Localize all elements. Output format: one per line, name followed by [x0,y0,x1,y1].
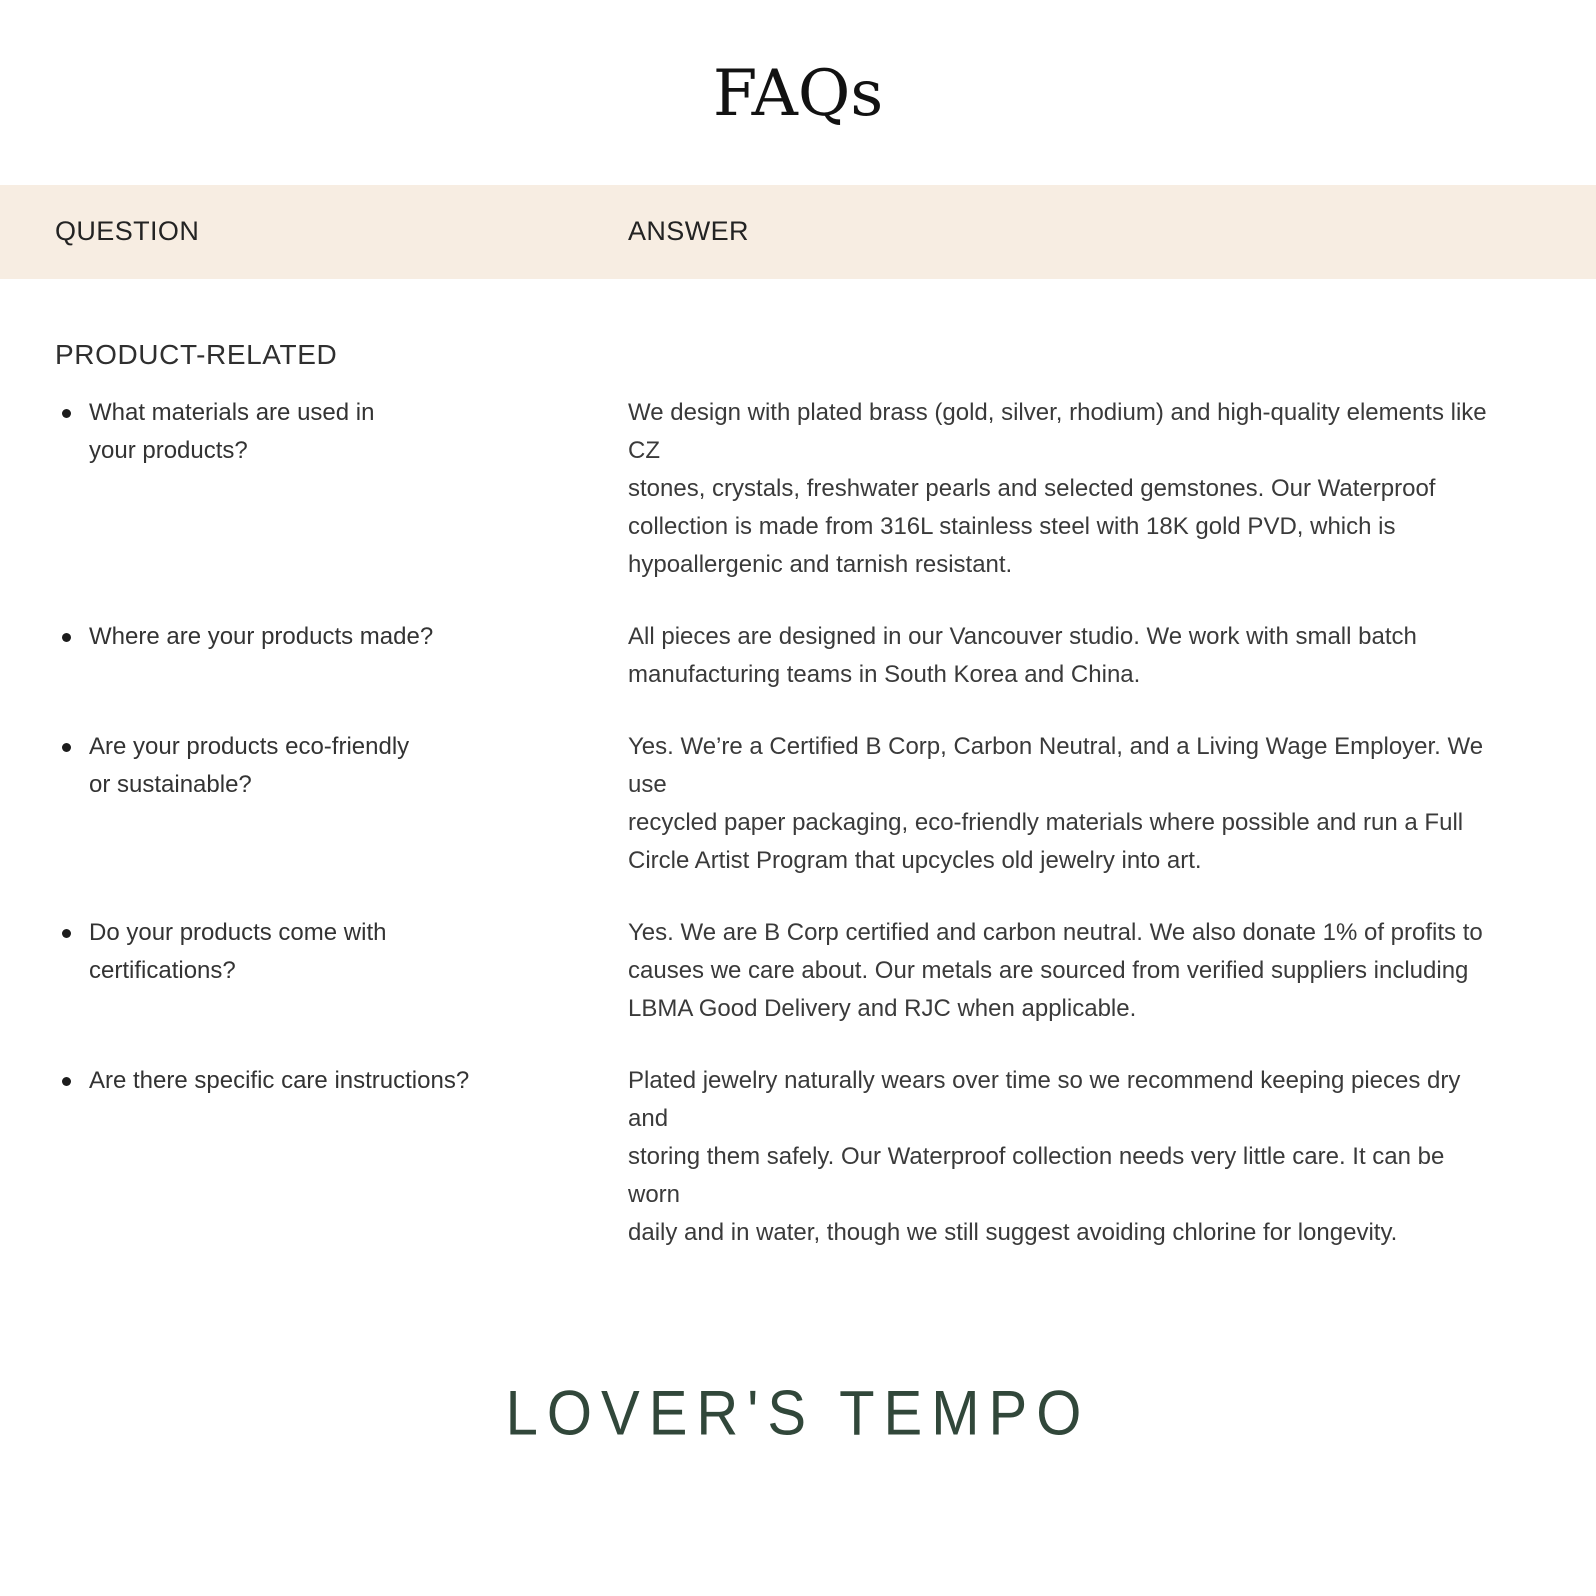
answer-text: All pieces are designed in our Vancouver studio. We work with small batch manufacturing teams in South Korea and China. [628,622,1417,688]
bullet-icon [62,633,71,642]
question-cell [55,728,628,880]
question-text: What materials are used in your products? [89,398,375,464]
answer-column-header: ANSWER [628,216,749,247]
brand-logo: LOVER'S TEMPO [505,1378,1091,1449]
faq-row [55,728,1496,880]
faq-content [0,279,1596,1252]
faq-row [55,914,1496,1028]
answer-text: Yes. We’re a Certified B Corp, Carbon Neutral, and a Living Wage Employer. We use recycled paper packaging, eco-friendly materials where possible and run a Full Circle Artist Program that upcycles old jewelry into art. [628,732,1484,874]
faq-list [55,394,1496,1252]
answer-text: Yes. We are B Corp certified and carbon neutral. We also donate 1% of profits to causes we care about. Our metals are sourced from verified suppliers including LBMA Good Delivery and RJC when applicable. [628,918,1483,1022]
question-text: Are your products eco-friendly or sustainable? [89,732,410,798]
answer-text: We design with plated brass (gold, silver, rhodium) and high-quality elements like CZ stones, crystals, freshwater pearls and selected gemstones. Our Waterproof collection is made from 316L stainless steel with 18K gold PVD, which is hypoallergenic and tarnish resistant. [628,398,1487,578]
footer [0,1378,1596,1451]
section-heading: PRODUCT-RELATED [55,338,338,370]
question-text: Where are your products made? [89,622,434,650]
page-header [0,0,1596,133]
bullet-icon [62,1077,71,1086]
question-column-header: QUESTION [55,216,200,247]
faq-row [55,394,1496,584]
answer-text: Plated jewelry naturally wears over time so we recommend keeping pieces dry and storing them safely. Our Waterproof collection needs very little care. It can be worn daily and in water, though we still suggest avoiding chlorine for longevity. [628,1066,1461,1246]
faq-row [55,1062,1496,1252]
table-header-bar [0,185,1596,279]
question-text: Do your products come with certifications? [89,918,387,984]
question-cell [55,394,628,584]
bullet-icon [62,409,71,418]
question-cell [55,914,628,1028]
question-cell [55,618,628,694]
faq-row [55,618,1496,694]
question-text: Are there specific care instructions? [89,1066,470,1094]
bullet-icon [62,929,71,938]
bullet-icon [62,743,71,752]
page-title: FAQs [712,57,884,131]
question-cell [55,1062,628,1252]
